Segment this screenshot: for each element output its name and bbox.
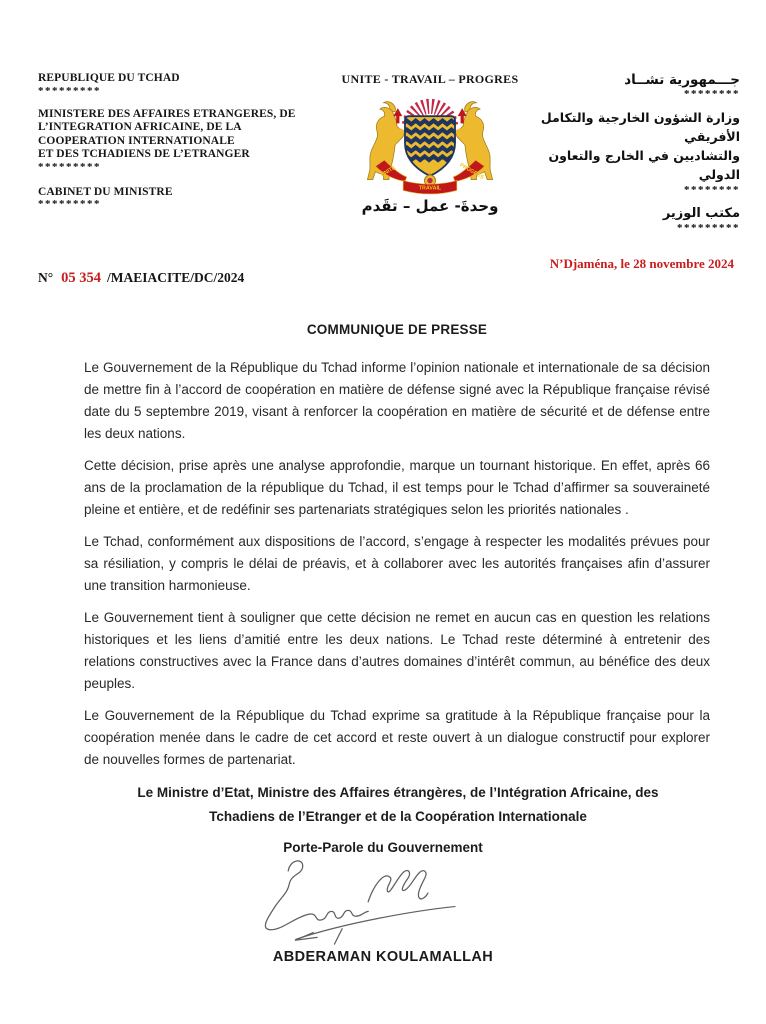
ministry-name-line: COOPERATION INTERNATIONALE xyxy=(38,134,235,147)
body-paragraph: Le Gouvernement de la République du Tchad exprime sa gratitude à la République française pour la coopération menée dans le cadre de cet accord et reste ouvert à un dialogue constructif pour explorer de nouvelles formes de partenariat. xyxy=(84,708,710,767)
handwritten-signature xyxy=(228,842,518,948)
document-body xyxy=(84,357,710,771)
ribbon-word-unite: UNITE xyxy=(379,165,397,179)
place-and-date: N’Djaména, le 28 novembre 2024 xyxy=(549,256,734,271)
ministry-name-line: L’INTEGRATION AFRICAINE, DE LA xyxy=(38,121,242,133)
reference-number-suffix: /MAEIACITE/DC/2024 xyxy=(107,270,245,285)
separator-stars: ******** xyxy=(684,88,740,100)
cabinet-title-arabic: مكتب الوزير xyxy=(662,206,740,221)
signatory-name: ABDERAMAN KOULAMALLAH xyxy=(272,949,494,965)
letterhead-center-block xyxy=(330,72,530,215)
cabinet-title: CABINET DU MINISTRE xyxy=(38,185,173,198)
separator-stars: ******** xyxy=(684,184,740,196)
letterhead xyxy=(0,0,766,234)
ribbon-word-travail: TRAVAIL xyxy=(418,185,442,192)
body-paragraph: Le Tchad, conformément aux dispositions de l’accord, s’engage à respecter les modalités prévues pour sa résiliation, y compris le délai de préavis, et à collaborer avec les autorités françaises afin d’assurer une transition harmonieuse. xyxy=(84,534,710,593)
ministry-name-line: ET DES TCHADIENS DE L’ETRANGER xyxy=(38,148,250,160)
separator-stars: ********* xyxy=(38,198,101,210)
document-title: COMMUNIQUE DE PRESSE xyxy=(306,322,488,337)
republic-title: REPUBLIQUE DU TCHAD xyxy=(38,72,180,84)
letterhead-arabic-block xyxy=(530,72,740,234)
body-paragraph: Le Gouvernement tient à souligner que cette décision ne remet en aucun cas en question les relations historiques et les liens d’amitié entre les deux nations. Le Tchad reste déterminé à entretenir des relations constructives avec la France dans d’autres domaines d’intérêt commun, au bénéfice des deux peuples. xyxy=(84,610,710,691)
ministry-name-line: MINISTERE DES AFFAIRES ETRANGERES, DE xyxy=(38,107,296,120)
ministry-name-arabic-line: والتشاديين في الخارج والتعاون الدولي xyxy=(548,148,740,182)
body-paragraph: Le Gouvernement de la République du Tchad informe l’opinion nationale et internationale de sa décision de mettre fin à l’accord de coopération en matière de défense signé avec la République française révisé date du 5 septembre 2019, visant à renforcer la coopération en matière de sécurité et de défense entre les deux nations. xyxy=(84,360,710,441)
reference-number-label: N° xyxy=(38,270,54,285)
shield xyxy=(402,116,456,176)
ministry-name-arabic-line: وزارة الشؤون الخارجية والتكامل الأفريقي xyxy=(540,110,740,144)
reference-number xyxy=(38,270,244,287)
body-paragraph: Cette décision, prise après une analyse approfondie, marque un tournant historique. En effet, après 66 ans de la proclamation de la république du Tchad, il est temps pour le Tchad d’affirmer sa souveraineté pleine et entière, et de redéfinir ses partenariats stratégiques selon les priorités nationales . xyxy=(84,458,710,517)
signatory-title-line: Tchadiens de l’Etranger et de la Coopération Internationale xyxy=(209,809,587,824)
national-motto-arabic: وحدةَ- عمل – تقَدم xyxy=(361,197,499,215)
signatory-role: Porte-Parole du Gouvernement xyxy=(283,840,483,855)
ribbon-word-progres: PROGRES xyxy=(458,162,485,181)
reference-number-value: 05 354 xyxy=(61,270,102,286)
signatory-title-line: Le Ministre d’Etat, Ministre des Affaires étrangères, de l’Intégration Africaine, des xyxy=(137,785,659,800)
chad-coat-of-arms xyxy=(330,90,530,196)
letterhead-french-block xyxy=(38,72,330,210)
separator-stars: ********* xyxy=(677,222,740,234)
reference-row xyxy=(0,256,766,300)
separator-stars: ********* xyxy=(38,160,101,173)
signatory-title xyxy=(70,781,726,829)
separator-stars: ********* xyxy=(38,84,101,97)
coat-of-arms-graphic xyxy=(354,90,506,196)
republic-title-arabic: جـــمهورية تشــاد xyxy=(624,72,740,88)
national-motto-french: UNITE - TRAVAIL – PROGRES xyxy=(341,72,519,86)
